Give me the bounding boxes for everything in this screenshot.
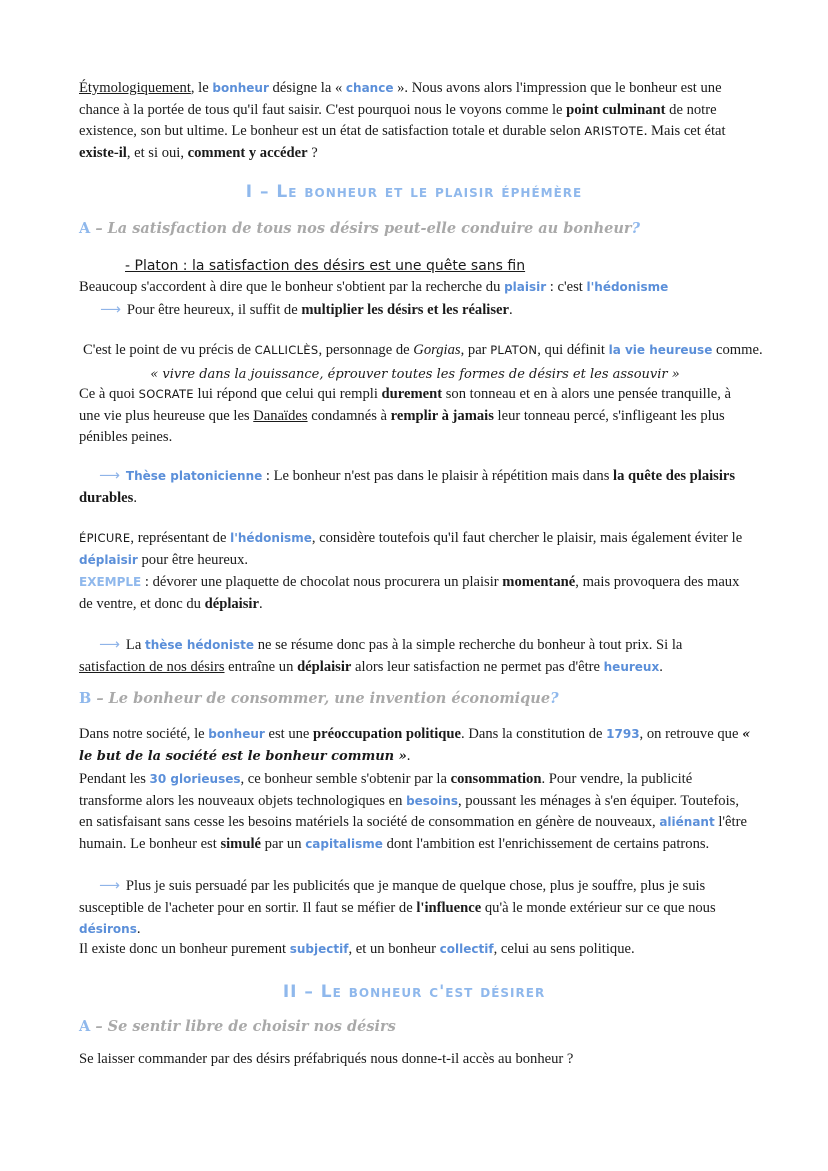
subsection-title-a: A – La satisfaction de tous nos désirs peut-elle conduire au bonheur? <box>79 220 641 237</box>
arrow-line-publicites: ⟶ Plus je suis persuadé par les publicités que je manque de quelque chose, plus je souffre, plus je suis susceptible de l'acheter pour en sortir. Il faut se méfier de l'influence qu'à le monde extérieur sur ce que nous désirons. <box>79 877 716 937</box>
arrow-icon: ⟶ <box>100 301 121 318</box>
arrow-line-hedoniste: ⟶ La thèse hédoniste ne se résume donc pas à la simple recherche du bonheur à tout prix. Si la satisfaction de nos désirs entraîne un déplaisir alors leur satisfaction ne permet pas d'être heureux. <box>79 636 683 675</box>
section-title-1: I – Le bonheur et le plaisir éphémère <box>245 182 583 202</box>
arrow-line-1: ⟶ Pour être heureux, il suffit de multiplier les désirs et les réaliser. <box>100 301 513 318</box>
paragraph-subjectif: Il existe donc un bonheur purement subjectif, et un bonheur collectif, celui au sens politique. <box>79 941 635 957</box>
arrow-icon: ⟶ <box>99 467 120 484</box>
platon-subheading: - Platon : la satisfaction des désirs est une quête sans fin <box>125 258 526 274</box>
paragraph-socrate: Ce à quoi SOCRATE lui répond que celui qui rempli durement son tonneau et en à alors une pensée tranquille, à une vie plus heureuse que les Danaïdes condamnés à remplir à jamais leur tonneau percé, s'infligeant les plus pénibles peines. <box>79 386 732 445</box>
subsection-title-a2: A – Se sentir libre de choisir nos désirs <box>79 1018 396 1035</box>
arrow-icon: ⟶ <box>99 636 120 653</box>
arrow-icon: ⟶ <box>99 877 120 894</box>
paragraph-consommation: Pendant les 30 glorieuses, ce bonheur semble s'obtenir par la consommation. Pour vendre, la publicité transforme alors les nouveaux objets technologiques en besoins, poussant les ménages à s'en équiper. Toutefois, en satisfaisant sans cesse les besoins matériels la société de consommation en génère de nouveaux, aliénant l'être humain. Le bonheur est simulé par un capitalisme dont l'ambition est l'enrichissement de certains patrons. <box>79 771 747 852</box>
subsection-title-b: B – Le bonheur de consommer, une invention économique? <box>79 690 559 707</box>
section-title-2: II – Le bonheur c'est désirer <box>282 982 546 1002</box>
arrow-line-platonicienne: ⟶ Thèse platonicienne : Le bonheur n'est pas dans le plaisir à répétition mais dans la quête des plaisirs durables. <box>79 467 736 506</box>
paragraph-hedonisme: Beaucoup s'accordent à dire que le bonheur s'obtient par la recherche du plaisir : c'est l'hédonisme <box>79 279 669 295</box>
paragraph-societe: Dans notre société, le bonheur est une préoccupation politique. Dans la constitution de 1793, on retrouve que « le but de la société est le bonheur commun ». <box>79 726 751 764</box>
intro-paragraph: Étymologiquement, le bonheur désigne la « chance ». Nous avons alors l'impression que le bonheur est une chance à la portée de tous qu'il faut saisir. C'est pourquoi nous le voyons comme le point culminant de notre existence, son but ultime. Le bonheur est un état de satisfaction totale et durable selon ARISTOTE. Mais cet état existe-il, et si oui, comment y accéder ? <box>79 80 726 161</box>
paragraph-question: Se laisser commander par des désirs préfabriqués nous donne-t-il accès au bonheur ? <box>79 1051 574 1067</box>
paragraph-epicure: ÉPICURE, représentant de l'hédonisme, considère toutefois qu'il faut chercher le plaisir, mais également éviter le déplaisir pour être heureux. <box>79 530 743 568</box>
paragraph-callicles: C'est le point de vu précis de CALLICLÈS, personnage de Gorgias, par PLATON, qui définit la vie heureuse comme. <box>83 342 763 358</box>
paragraph-exemple: EXEMPLE : dévorer une plaquette de chocolat nous procurera un plaisir momentané, mais provoquera des maux de ventre, et donc du déplaisir. <box>79 574 740 612</box>
quote-callicles: « vivre dans la jouissance, éprouver toutes les formes de désirs et les assouvir » <box>150 367 680 382</box>
